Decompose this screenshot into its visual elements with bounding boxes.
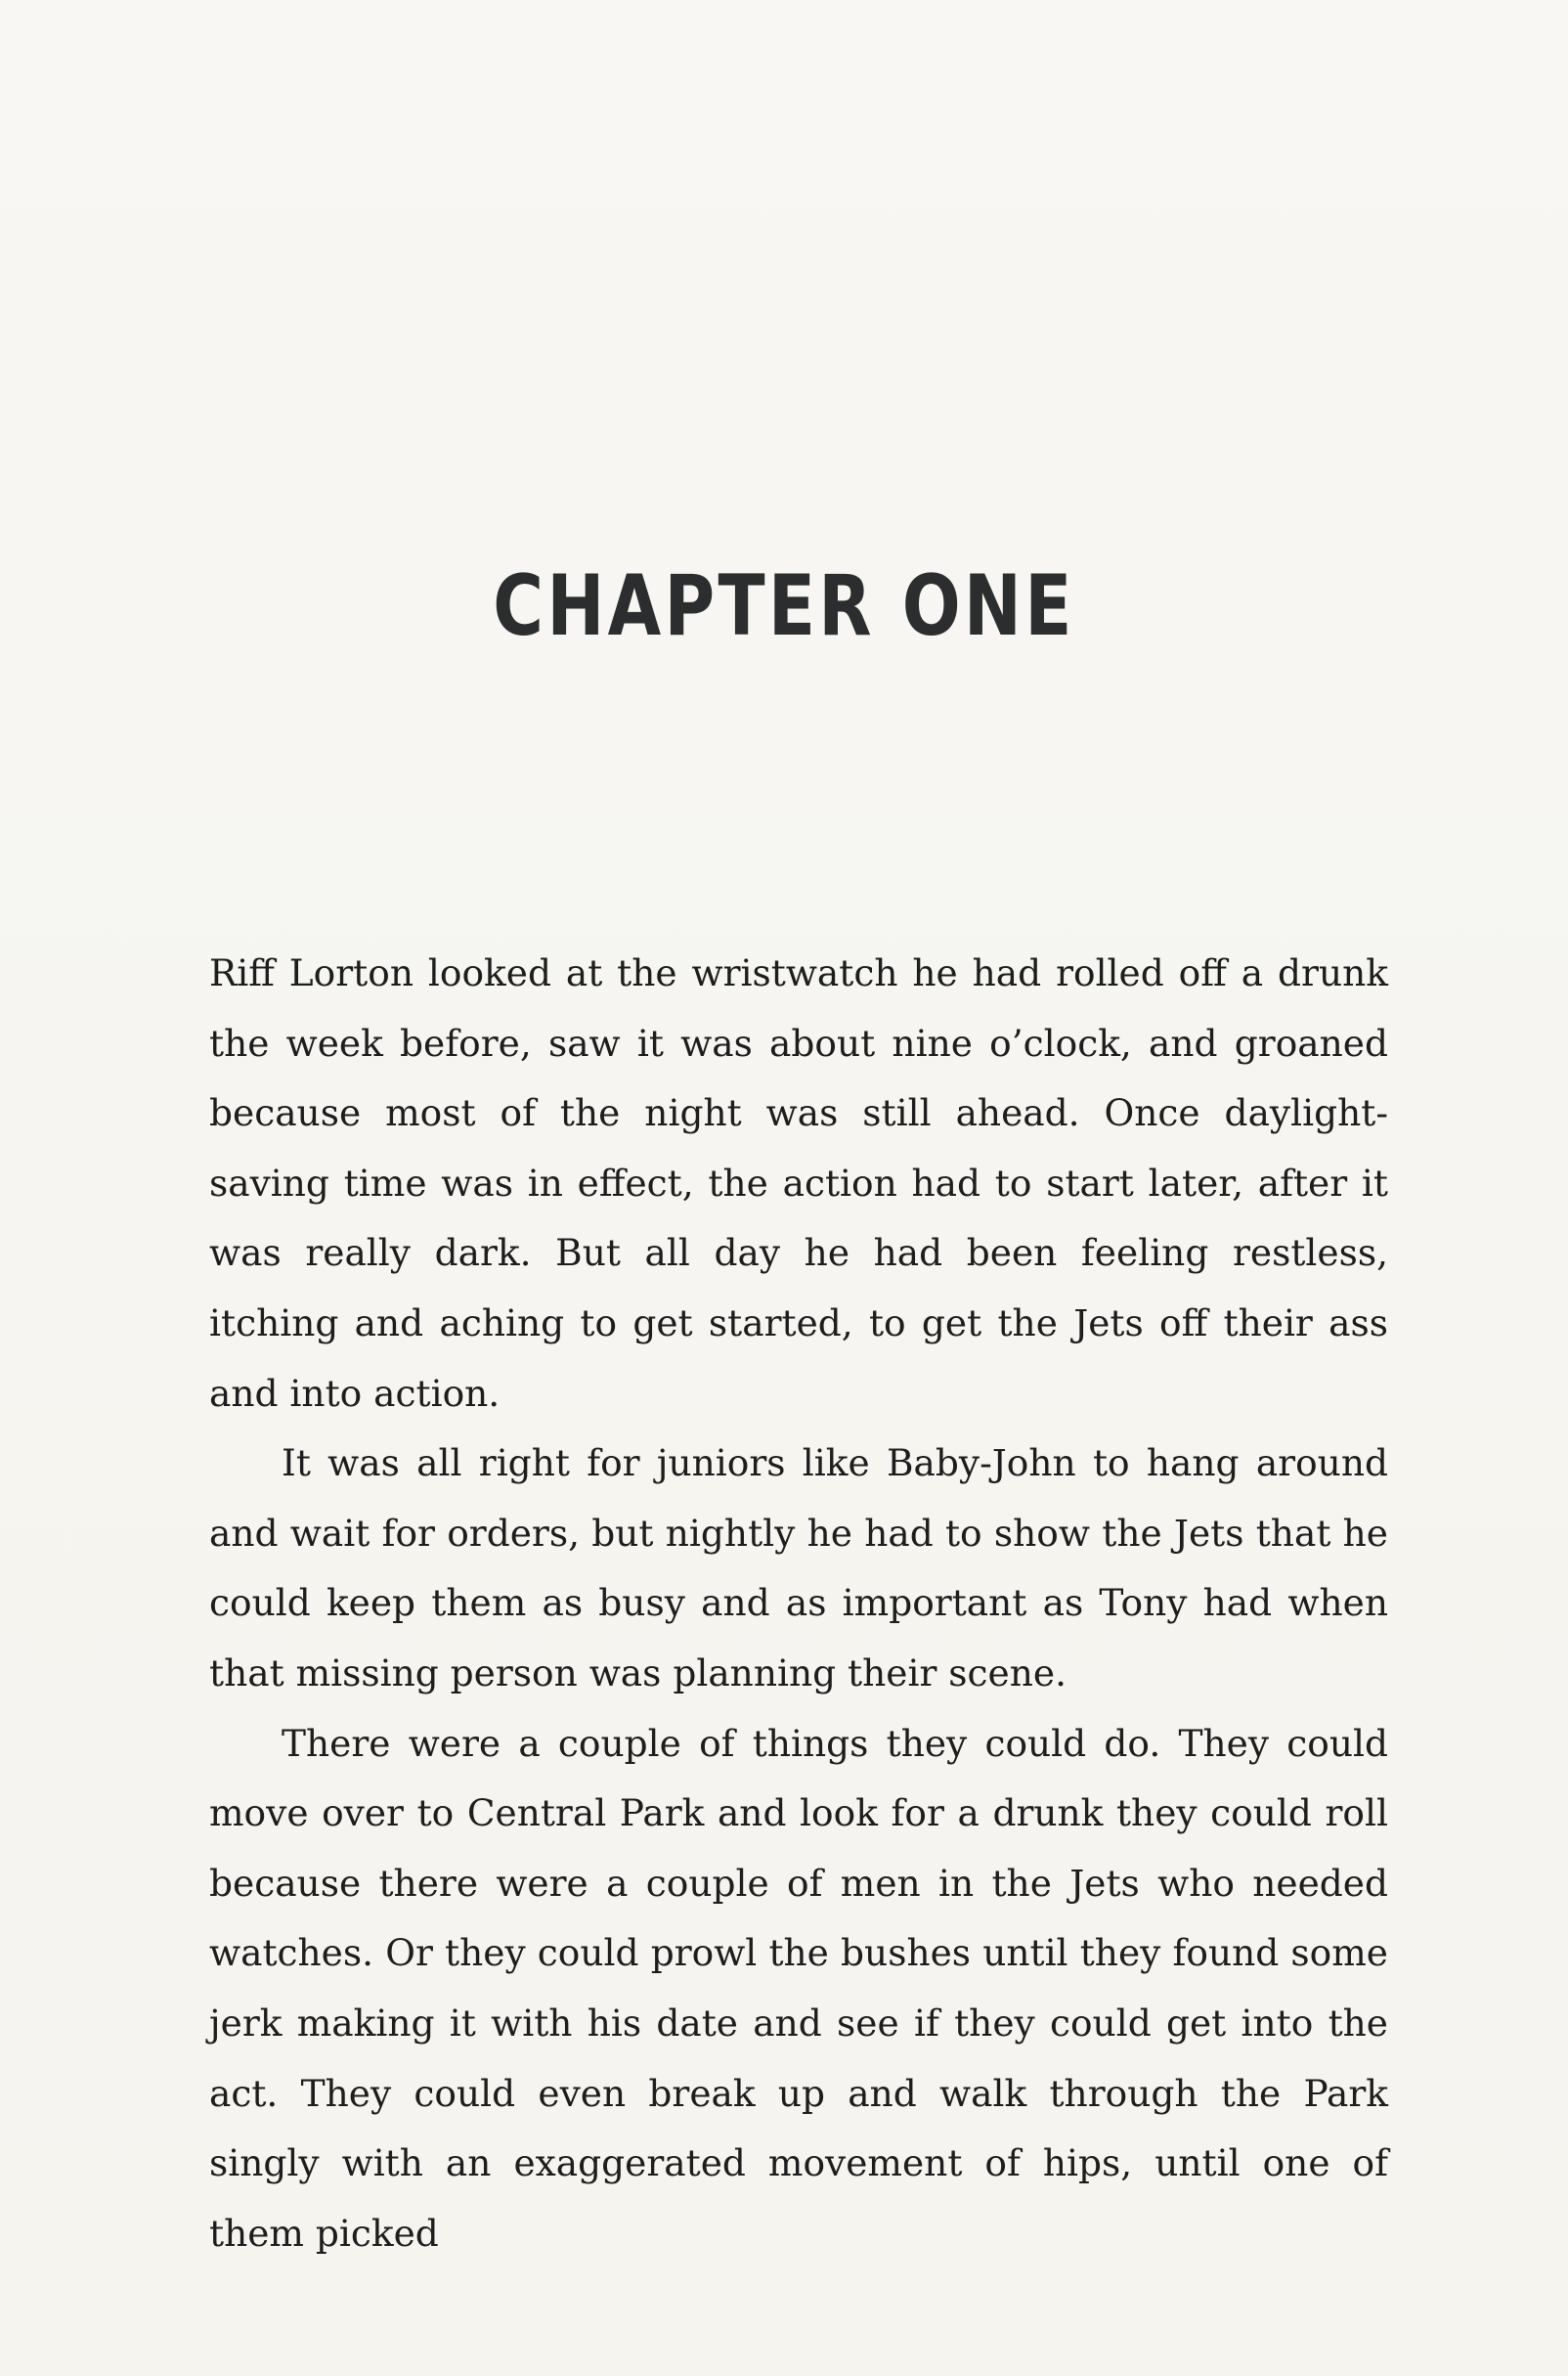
paragraph-3: There were a couple of things they could do. They could move over to Central Park and look for a drunk they could roll because there were a couple of men in the Jets who needed watches. Or they could prowl the bushes until they found some jerk making it with his date and see if they could get into the act. They could even break up and walk through the Park singly with an exaggerated movement of hips, until one of them picked bbox=[209, 1721, 1388, 2255]
chapter-title: CHAPTER ONE bbox=[493, 557, 1075, 655]
chapter-body bbox=[209, 939, 1388, 2268]
paragraph-2: It was all right for juniors like Baby-John to hang around and wait for orders, but nightly he had to show the Jets that he could keep them as busy and as important as Tony had when that missing person was planning their scene. bbox=[209, 1441, 1388, 1694]
paragraph-1: Riff Lorton looked at the wristwatch he had rolled off a drunk the week before, saw it was about nine o’clock, and groaned because most of the night was still ahead. Once daylight-saving time was in effect, the action had to start later, after it was really dark. But all day he had been feeling restless, itching and aching to get started, to get the Jets off their ass and into action. bbox=[209, 951, 1388, 1415]
